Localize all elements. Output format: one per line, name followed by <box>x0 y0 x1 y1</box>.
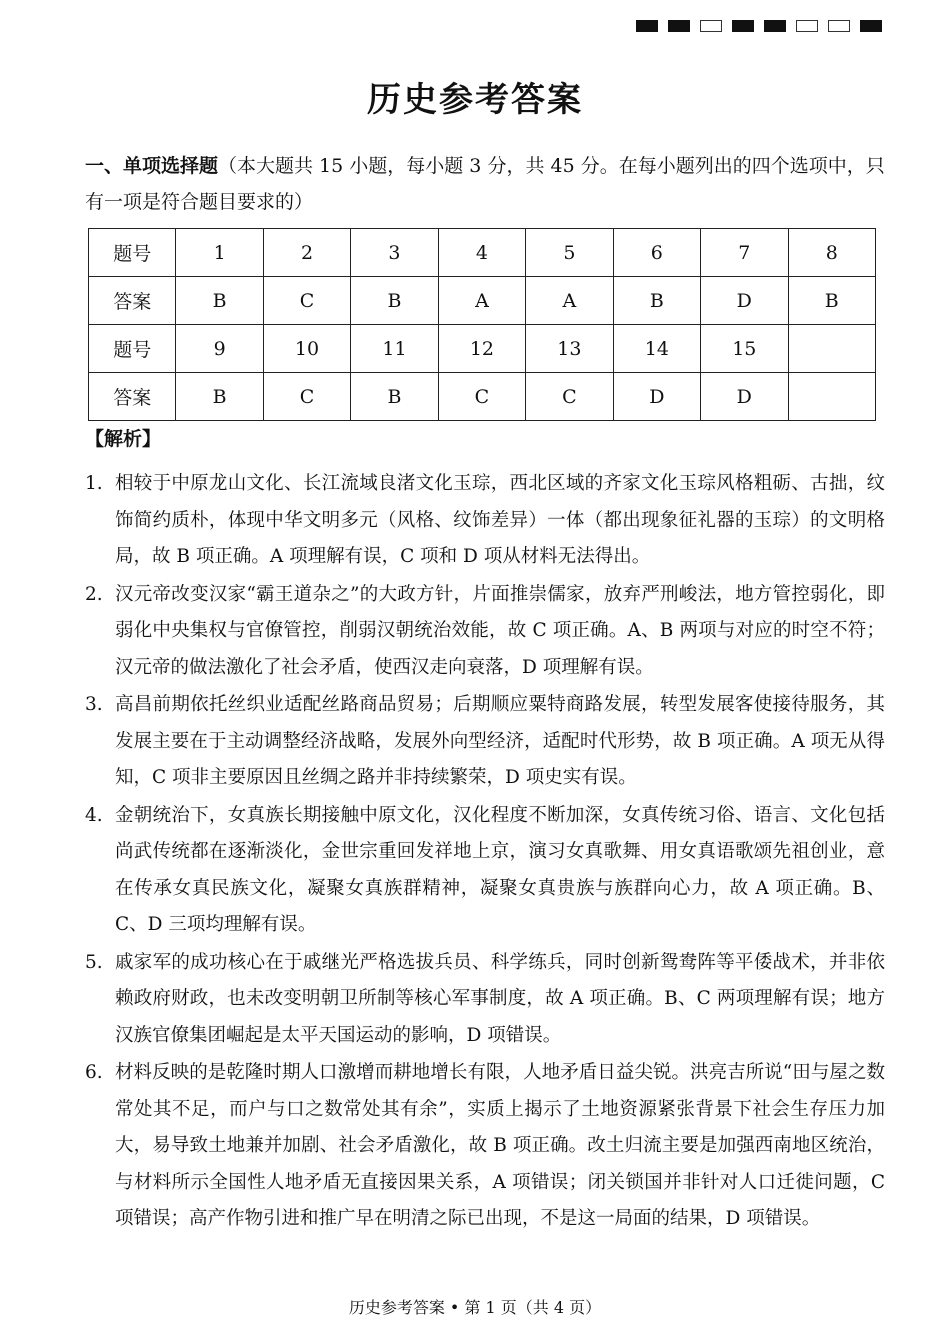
item-text: 高昌前期依托丝织业适配丝路商品贸易；后期顺应粟特商路发展，转型发展客使接待服务，其发展主要在于主动调整经济战略，发展外向型经济，适配时代形势，故 B 项正确。A 项无从得知，C 项非主要原因且丝绸之路并非持续繁荣，D 项史实有误。 <box>115 694 885 788</box>
table-cell: B <box>351 277 438 325</box>
row-header-cell: 题号 <box>89 229 176 277</box>
table-cell: C <box>526 373 613 421</box>
item-text: 金朝统治下，女真族长期接触中原文化，汉化程度不断加深，女真传统习俗、语言、文化包括尚武传统都在逐渐淡化，金世宗重回发祥地上京，演习女真歌舞、用女真语歌颂先祖创业，意在传承女真民族文化，凝聚女真族群精神，凝聚女真贵族与族群向心力，故 A 项正确。B、C、D 三项均理解有误。 <box>115 804 885 935</box>
analysis-item <box>85 687 885 797</box>
table-cell: B <box>788 277 875 325</box>
analysis-item <box>85 466 885 576</box>
table-row <box>89 325 876 373</box>
analysis-item <box>85 1055 885 1238</box>
table-cell: 1 <box>176 229 263 277</box>
table-cell: 7 <box>701 229 788 277</box>
table-cell <box>788 325 875 373</box>
marker-square <box>700 20 722 32</box>
table-cell: 3 <box>351 229 438 277</box>
item-text: 汉元帝改变汉家“霸王道杂之”的大政方针，片面推崇儒家，放弃严刑峻法，地方管控弱化，即弱化中央集权与官僚管控，削弱汉朝统治效能，故 C 项正确。A、B 两项与对应的时空不符；汉元帝的做法激化了社会矛盾，使西汉走向衰落，D 项理解有误。 <box>115 583 885 678</box>
table-cell: B <box>351 373 438 421</box>
table-cell: 11 <box>351 325 438 373</box>
table-cell: 10 <box>263 325 350 373</box>
table-cell: 13 <box>526 325 613 373</box>
table-cell: 15 <box>701 325 788 373</box>
table-row <box>89 373 876 421</box>
item-number: 5. <box>85 951 103 973</box>
analysis-list <box>85 466 885 1239</box>
marker-square <box>860 20 882 32</box>
marker-square <box>636 20 658 32</box>
table-cell: A <box>438 277 525 325</box>
marker-square <box>796 20 818 32</box>
item-number: 4. <box>85 804 103 826</box>
table-cell: 5 <box>526 229 613 277</box>
table-cell: D <box>701 277 788 325</box>
table-cell: B <box>176 373 263 421</box>
section-heading <box>85 148 885 220</box>
item-number: 3. <box>85 694 103 715</box>
answer-table <box>88 228 876 421</box>
page-marker-strip <box>636 20 882 32</box>
table-cell: 9 <box>176 325 263 373</box>
table-row <box>89 229 876 277</box>
section-instruction: （本大题共 15 小题，每小题 3 分，共 45 分。在每小题列出的四个选项中，只有一项是符合题目要求的） <box>85 155 885 213</box>
table-cell: D <box>701 373 788 421</box>
table-cell: 4 <box>438 229 525 277</box>
table-cell: C <box>263 373 350 421</box>
table-cell: 14 <box>613 325 700 373</box>
item-number: 2. <box>85 583 103 605</box>
table-cell: 6 <box>613 229 700 277</box>
row-header-cell: 题号 <box>89 325 176 373</box>
marker-square <box>732 20 754 32</box>
item-number: 6. <box>85 1062 103 1083</box>
table-row <box>89 277 876 325</box>
analysis-item <box>85 577 885 687</box>
row-header-cell: 答案 <box>89 373 176 421</box>
table-cell: D <box>613 373 700 421</box>
item-text: 相较于中原龙山文化、长江流域良渚文化玉琮，西北区域的齐家文化玉琮风格粗砺、古拙，纹饰简约质朴，体现中华文明多元（风格、纹饰差异）一体（都出现象征礼器的玉琮）的文明格局，故 B 项正确。A 项理解有误，C 项和 D 项从材料无法得出。 <box>115 473 885 567</box>
analysis-item <box>85 945 885 1055</box>
row-header-cell: 答案 <box>89 277 176 325</box>
table-cell: 2 <box>263 229 350 277</box>
marker-square <box>668 20 690 32</box>
table-cell: B <box>613 277 700 325</box>
page-title: 历史参考答案 <box>367 80 583 120</box>
table-cell: C <box>263 277 350 325</box>
table-cell: 12 <box>438 325 525 373</box>
table-cell <box>788 373 875 421</box>
table-cell: C <box>438 373 525 421</box>
analysis-item <box>85 798 885 944</box>
item-number: 1. <box>85 473 103 494</box>
table-cell: 8 <box>788 229 875 277</box>
marker-square <box>828 20 850 32</box>
table-cell: B <box>176 277 263 325</box>
analysis-label: 【解析】 <box>85 428 162 450</box>
marker-square <box>764 20 786 32</box>
page-footer: 历史参考答案 • 第 1 页（共 4 页） <box>348 1298 602 1317</box>
item-text: 戚家军的成功核心在于戚继光严格选拔兵员、科学练兵，同时创新鸳鸯阵等平倭战术，并非依赖政府财政，也未改变明朝卫所制等核心军事制度，故 A 项正确。B、C 两项理解有误；地方汉族官僚集团崛起是太平天国运动的影响，D 项错误。 <box>115 951 885 1046</box>
section-title: 一、单项选择题 <box>85 155 219 177</box>
item-text: 材料反映的是乾隆时期人口激增而耕地增长有限，人地矛盾日益尖锐。洪亮吉所说“田与屋之数常处其不足，而户与口之数常处其有余”，实质上揭示了土地资源紧张背景下社会生存压力加大，易导致土地兼并加剧、社会矛盾激化，故 B 项正确。改土归流主要是加强西南地区统治，与材料所示全国性人地矛盾无直接因果关系，A 项错误；闭关锁国并非针对人口迁徙问题，C 项错误；高产作物引进和推广早在明清之际已出现，不是这一局面的结果，D 项错误。 <box>115 1062 885 1229</box>
table-cell: A <box>526 277 613 325</box>
